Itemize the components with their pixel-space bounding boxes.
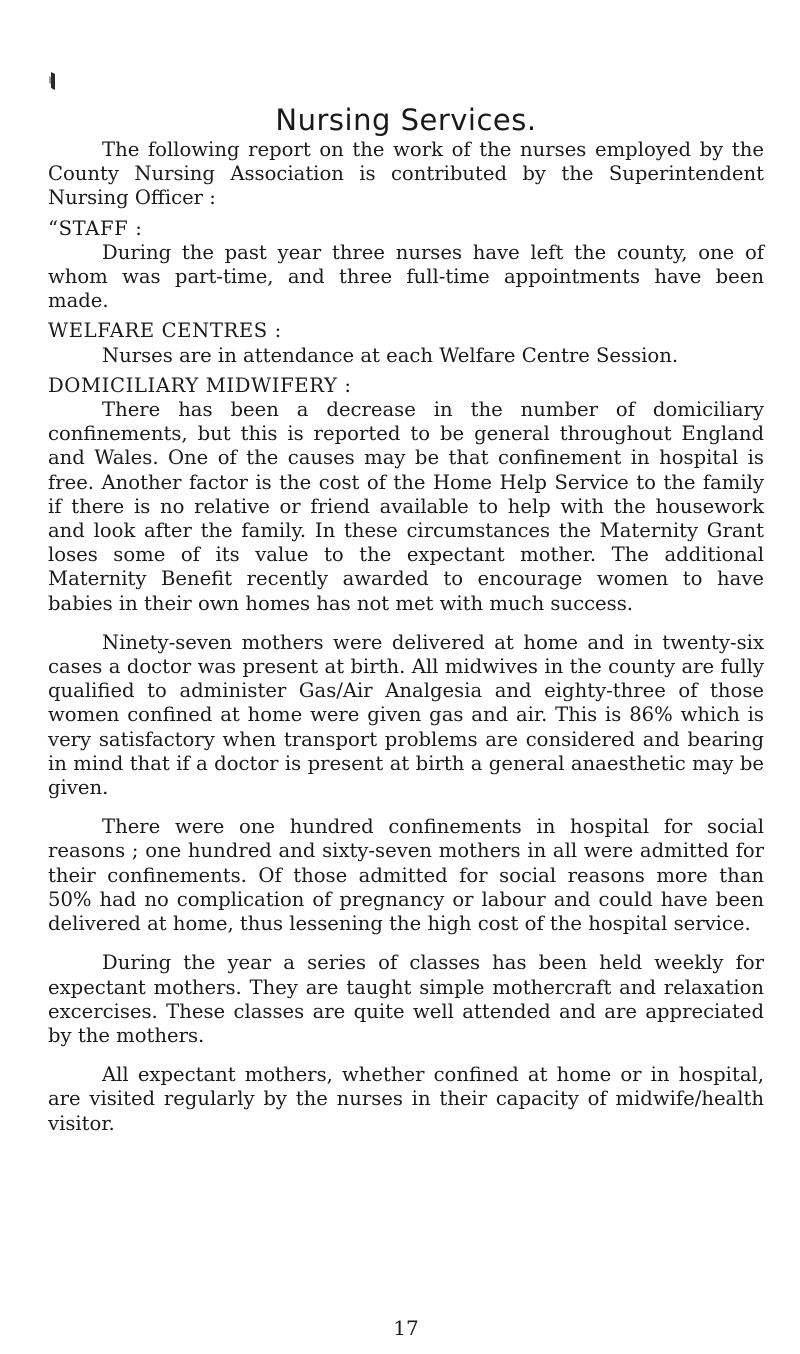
page-title: Nursing Services. bbox=[275, 103, 537, 137]
margin-mark bbox=[48, 70, 57, 92]
midwifery-paragraph-hospital: There were one hundred confinements in hospital for social reasons ; one hundred and sixty-seven mothers in all were admitted for their confinements. Of those admitted for social reasons more than 50% had no complication of pregnancy or labour and could have been delivered at home, thus lessening the high cost of the hospital service. bbox=[48, 815, 764, 936]
staff-paragraph: During the past year three nurses have left the county, one of whom was part-time, and three full-time appointments have been made. bbox=[48, 240, 764, 313]
midwifery-paragraph-decrease: There has been a decrease in the number of domiciliary confinements, but this is reported to be general throughout England and Wales. One of the causes may be that confinement in hospital is free. Another factor is the cost of the Home Help Service to the family if there is no relative or friend available to help with the housework and look after the family. In these circumstances the Maternity Grant loses some of its value to the expectant mother. The additional Maternity Benefit recently awarded to encourage women to have babies in their own homes has not met with much success. bbox=[48, 398, 764, 615]
midwifery-paragraph-home-deliveries: Ninety-seven mothers were delivered at home and in twenty-six cases a doctor was present at birth. All midwives in the county are fully qualified to administer Gas/Air Analgesia and eighty-three of those women confined at home were given gas and air. This is 86% which is very satisfactory when transport problems are considered and bearing in mind that if a doctor is present at birth a general anaesthetic may be given. bbox=[48, 630, 764, 800]
midwifery-paragraph-classes: During the year a series of classes has been held weekly for expectant mothers. They are taught simple mothercraft and relaxation excercises. These classes are quite well attended and are appreciated by the mothers. bbox=[48, 951, 764, 1047]
section-heading-staff: “STAFF : bbox=[48, 216, 143, 240]
intro-paragraph: The following report on the work of the nurses employed by the County Nursing Association is contributed by the Superintendent Nursing Officer : bbox=[48, 138, 764, 210]
report-body bbox=[48, 138, 764, 1136]
section-heading-domiciliary-midwifery: DOMICILIARY MIDWIFERY : bbox=[48, 373, 352, 397]
midwifery-paragraph-visits: All expectant mothers, whether confined at home or in hospital, are visited regularly by the nurses in their capacity of midwife/health visitor. bbox=[48, 1063, 764, 1135]
section-heading-welfare-centres: WELFARE CENTRES : bbox=[48, 319, 282, 343]
page-number: 17 bbox=[393, 1316, 419, 1340]
welfare-centres-paragraph: Nurses are in attendance at each Welfare Centre Session. bbox=[102, 343, 679, 367]
